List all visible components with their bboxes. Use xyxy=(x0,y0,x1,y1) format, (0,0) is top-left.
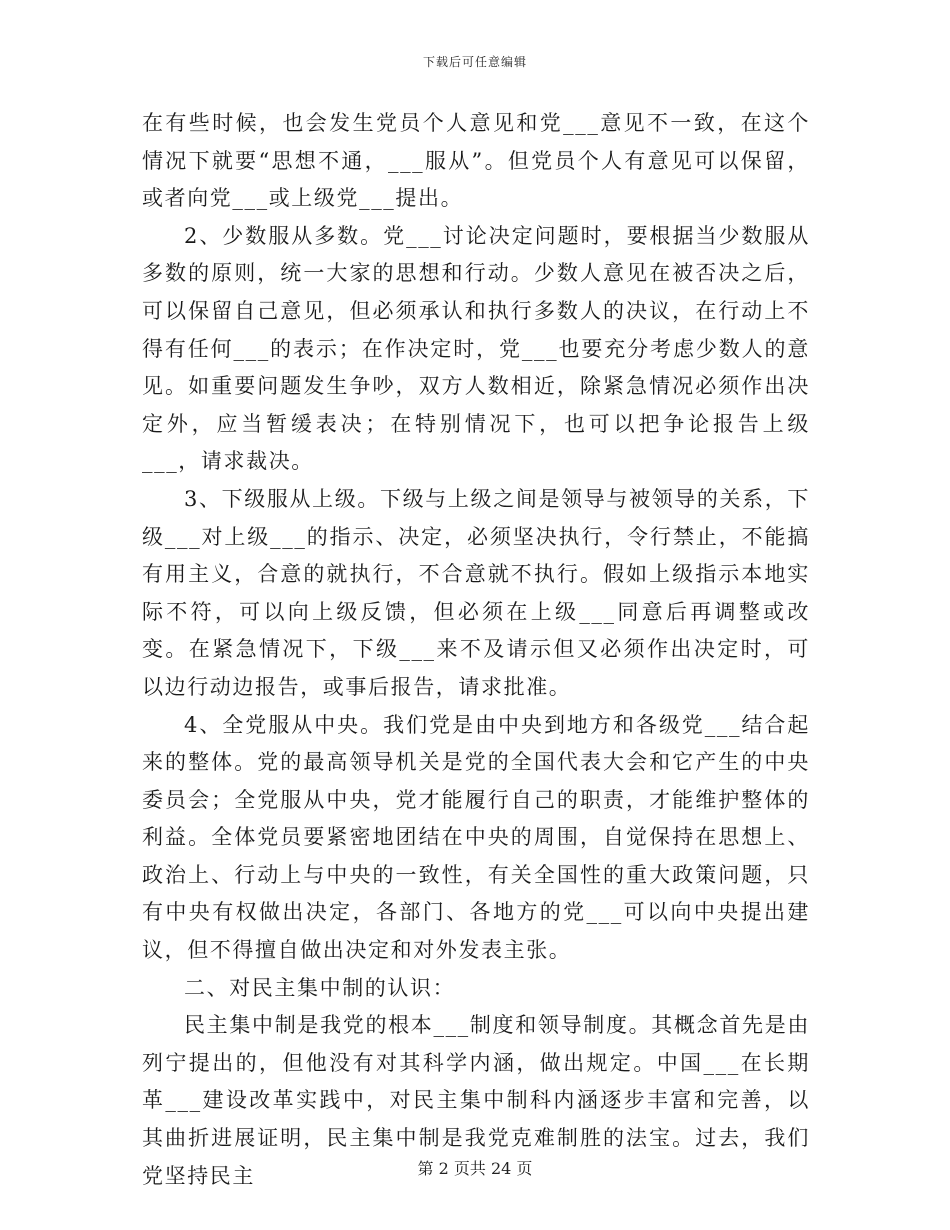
page-number: 第 2 页共 24 页 xyxy=(417,1159,533,1178)
paragraph: 4、全党服从中央。我们党是由中央到地方和各级党___结合起来的整体。党的最高领导机关是党的全国代表大会和它产生的中央委员会；全党服从中央，党才能履行自己的职责，才能维护整体的利益。全体党员要紧密地团结在中央的周围，自觉保持在思想上、政治上、行动上与中央的一致性，有关全国性的重大政策问题，只有中央有权做出决定，各部门、各地方的党___可以向中央提出建议，但不得擅自做出决定和对外发表主张。 xyxy=(142,712,810,963)
paragraph: 在有些时候，也会发生党员个人意见和党___意见不一致，在这个情况下就要“思想不通，___服从”。但党员个人有意见可以保留，或者向党___或上级党___提出。 xyxy=(142,111,810,211)
paragraph: 2、少数服从多数。党___讨论决定问题时，要根据当少数服从多数的原则，统一大家的思想和行动。少数人意见在被否决之后，可以保留自己意见，但必须承认和执行多数人的决议，在行动上不得有任何___的表示；在作决定时，党___也要充分考虑少数人的意见。如重要问题发生争吵，双方人数相近，除紧急情况必须作出决定外，应当暂缓表决；在特别情况下，也可以把争论报告上级___，请求裁决。 xyxy=(142,223,810,474)
paragraph: 民主集中制是我党的根本___制度和领导制度。其概念首先是由列宁提出的，但他没有对其科学内涵，做出规定。中国___在长期革___建设改革实践中，对民主集中制科内涵逐步丰富和完善，以其曲折进展证明，民主集中制是我党克难制胜的法宝。过去，我们党坚持民主 xyxy=(142,1013,810,1188)
paragraph: 3、下级服从上级。下级与上级之间是领导与被领导的关系，下级___对上级___的指示、决定，必须坚决执行，令行禁止，不能搞有用主义，合意的就执行，不合意就不执行。假如上级指示本地实际不符，可以向上级反馈，但必须在上级___同意后再调整或改变。在紧急情况下，下级___来不及请示但又必须作出决定时，可以边行动边报告，或事后报告，请求批准。 xyxy=(142,486,810,699)
page-header: 下载后可任意编辑 xyxy=(422,55,527,69)
document-body xyxy=(142,105,810,1195)
section-heading: 二、对民主集中制的认识： xyxy=(184,975,456,1000)
